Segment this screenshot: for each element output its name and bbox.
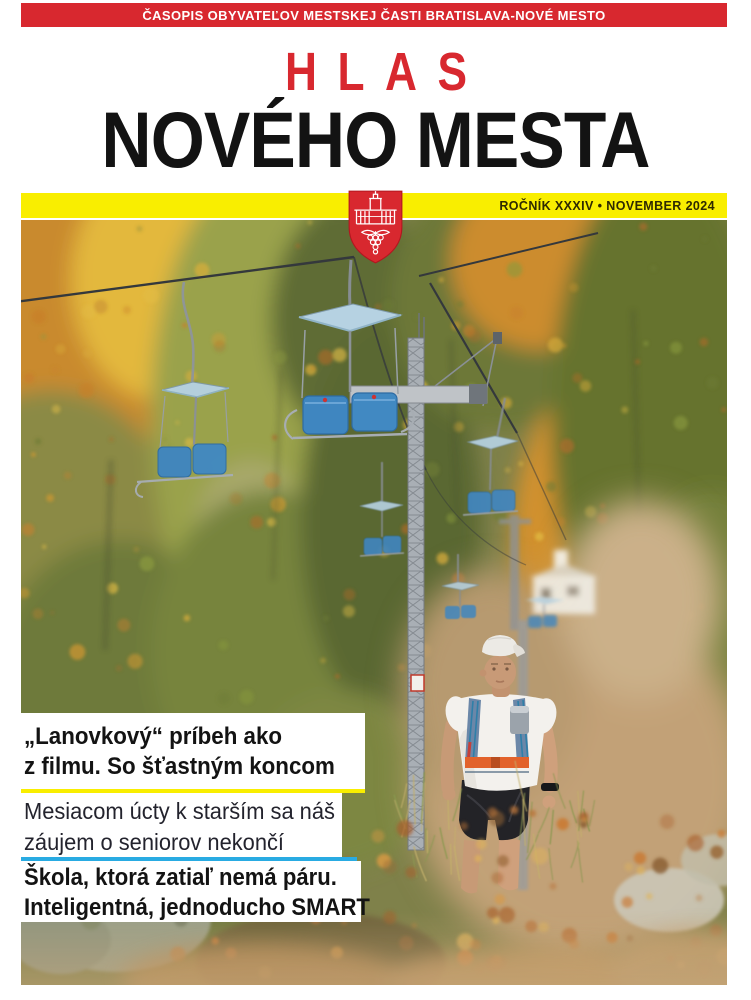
- headline-3-line-1: Škola, ktorá zatiaľ nemá páru.: [24, 864, 337, 891]
- headline-2-line-1: Mesiacom úcty k starším sa náš: [24, 798, 335, 824]
- coat-of-arms: [347, 189, 404, 265]
- issue-text: ROČNÍK XXXIV • NOVEMBER 2024: [499, 198, 715, 213]
- masthead-title-line2: NOVÉHO MESTA: [101, 95, 650, 184]
- runner-face: [484, 655, 516, 689]
- top-banner: [21, 3, 727, 27]
- headline-2-line-2: záujem o seniorov nekončí: [24, 829, 284, 855]
- headline-3: [21, 861, 370, 922]
- masthead-title-line1: HLAS: [284, 42, 488, 102]
- headline-3-line-2: Inteligentná, jednoducho SMART: [24, 894, 370, 921]
- headline-2: [21, 793, 342, 857]
- headline-1-line-1: „Lanovkový“ príbeh ako: [24, 723, 282, 750]
- runner-left-arm: [447, 725, 452, 788]
- headline-1-line-2: z filmu. So šťastným koncom: [24, 753, 335, 780]
- crest-shield: [349, 191, 402, 263]
- top-banner-text: ČASOPIS OBYVATEĽOV MESTSKEJ ČASTI BRATISLAVA-NOVÉ MESTO: [142, 7, 606, 23]
- runner-right-arm: [545, 725, 551, 786]
- headline-1: [21, 713, 365, 789]
